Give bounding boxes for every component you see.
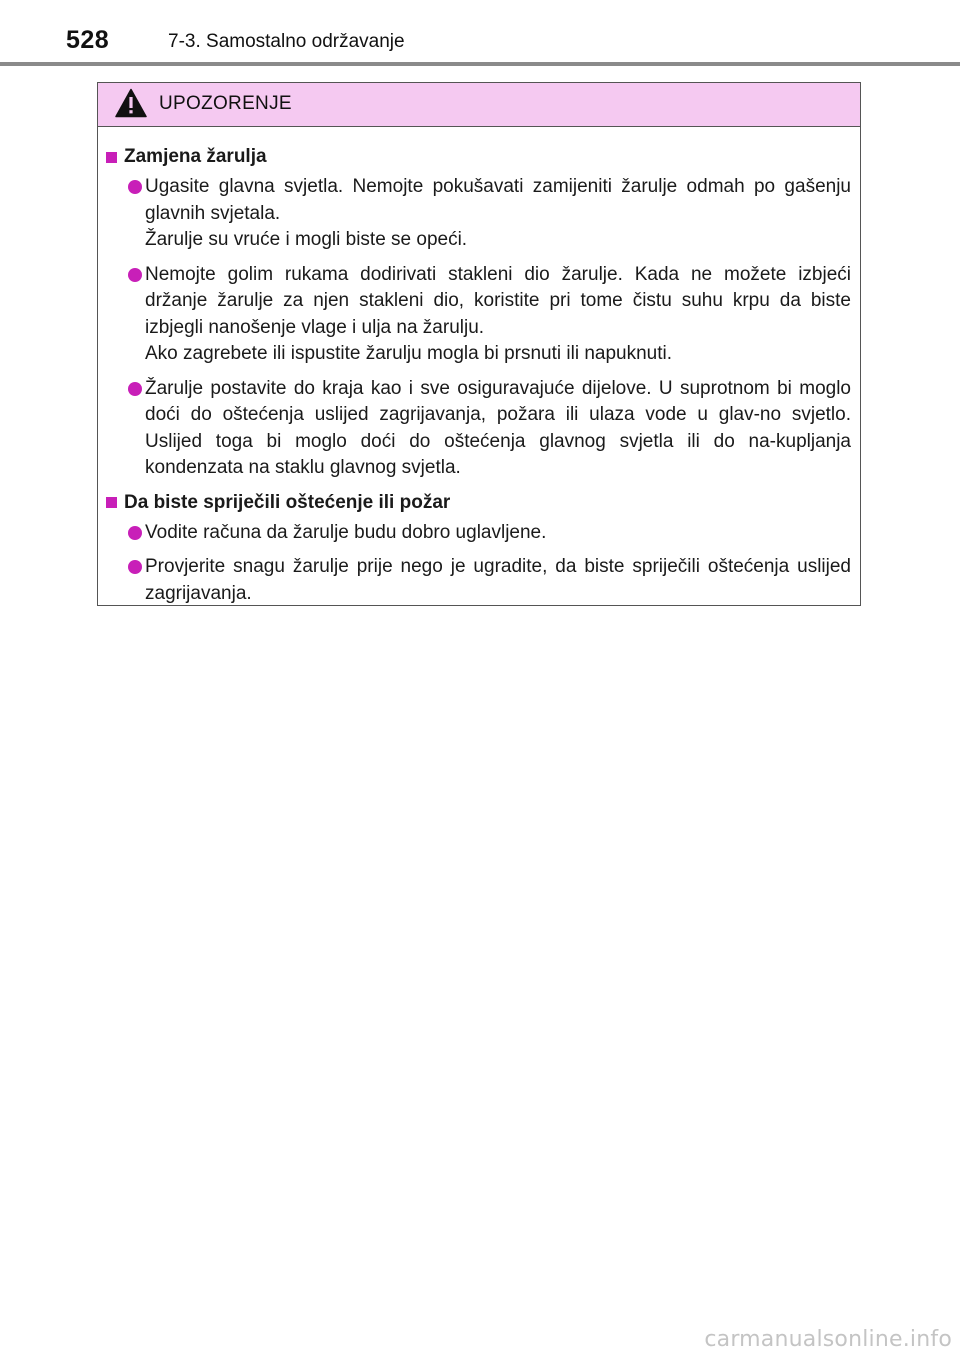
circle-bullet-icon xyxy=(128,526,142,540)
warning-body xyxy=(98,127,860,607)
circle-bullet-icon xyxy=(128,560,142,574)
warning-triangle-icon xyxy=(115,88,147,118)
square-bullet-icon xyxy=(106,152,117,163)
warning-header xyxy=(98,83,860,127)
list-item xyxy=(128,262,851,368)
warning-section xyxy=(106,490,851,608)
item-paragraph: Provjerite snagu žarulje prije nego je ugradite, da biste spriječili oštećenja uslijed zagrijavanja. xyxy=(145,556,851,604)
section-title: 7-3. Samostalno održavanje xyxy=(168,31,405,52)
section-heading-text: Zamjena žarulja xyxy=(124,146,267,167)
item-paragraph: Ugasite glavna svjetla. Nemojte pokušavati zamijeniti žarulje odmah po gašenju glavnih svjetala. xyxy=(145,176,851,224)
list-item xyxy=(128,520,851,547)
section-heading-text: Da biste spriječili oštećenje ili požar xyxy=(124,491,451,513)
circle-bullet-icon xyxy=(128,382,142,396)
list-item xyxy=(128,554,851,607)
page-number: 528 xyxy=(66,26,110,54)
circle-bullet-icon xyxy=(128,268,142,282)
item-paragraph: Žarulje postavite do kraja kao i sve osiguravajuće dijelove. U suprotnom bi moglo doći do oštećenja uslijed zagrijavanja, požara ili ulaza vode u glav-no svjetlo. Uslijed toga bi moglo doći do oštećenja glavnog svjetla ili do na-kupljanja kondenzata na staklu glavnog svjetla. xyxy=(145,377,851,478)
item-paragraph: Žarulje su vruće i mogli biste se opeći. xyxy=(145,229,468,250)
circle-bullet-icon xyxy=(128,180,142,194)
item-paragraph: Vodite računa da žarulje budu dobro uglavljene. xyxy=(145,521,547,543)
section-heading xyxy=(106,144,851,170)
list-item xyxy=(128,174,851,254)
warning-title: UPOZORENJE xyxy=(159,93,292,114)
item-paragraph: Ako zagrebete ili ispustite žarulju mogla bi prsnuti ili napuknuti. xyxy=(145,343,672,364)
watermark: carmanualsonline.info xyxy=(704,1327,952,1352)
item-paragraph: Nemojte golim rukama dodirivati stakleni dio žarulje. Kada ne možete izbjeći držanje žarulje za njen stakleni dio, koristite pri tome čistu suhu krpu da biste izbjegli nanošenje vlage i ulja na žarulju. xyxy=(145,263,851,338)
page-header xyxy=(0,0,960,64)
header-rule xyxy=(0,62,960,66)
list-item xyxy=(128,376,851,482)
warning-box xyxy=(97,82,861,606)
square-bullet-icon xyxy=(106,497,117,508)
section-heading xyxy=(106,490,851,516)
warning-section xyxy=(106,144,851,482)
